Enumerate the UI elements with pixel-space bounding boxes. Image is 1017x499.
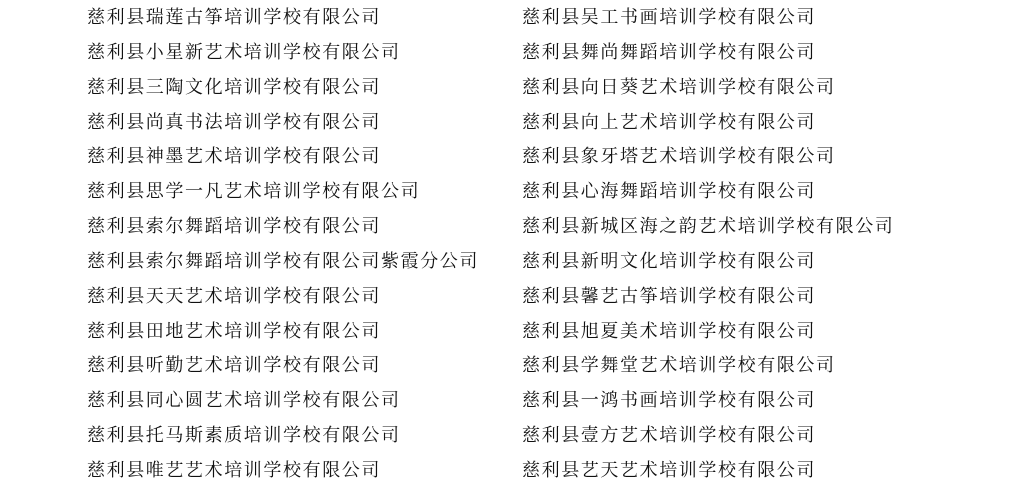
list-item: 慈利县新城区海之韵艺术培训学校有限公司: [522, 216, 895, 238]
list-item: 慈利县思学一凡艺术培训学校有限公司: [87, 181, 421, 203]
list-item: 慈利县心海舞蹈培训学校有限公司: [522, 181, 816, 203]
list-item: 慈利县学舞堂艺术培训学校有限公司: [522, 355, 836, 377]
list-item: 慈利县壹方艺术培训学校有限公司: [522, 425, 816, 447]
list-item: 慈利县神墨艺术培训学校有限公司: [87, 146, 381, 168]
list-item: 慈利县一鸿书画培训学校有限公司: [522, 390, 816, 412]
list-item: 慈利县天天艺术培训学校有限公司: [87, 285, 381, 307]
list-item: 慈利县托马斯素质培训学校有限公司: [87, 425, 401, 447]
list-item: 慈利县旭夏美术培训学校有限公司: [522, 320, 816, 342]
list-item: 慈利县艺天艺术培训学校有限公司: [522, 459, 816, 481]
list-item: 慈利县吴工书画培训学校有限公司: [522, 7, 816, 28]
list-item: 慈利县向上艺术培训学校有限公司: [522, 111, 816, 133]
right-company-list: [522, 0, 894, 489]
list-item: 慈利县同心圆艺术培训学校有限公司: [87, 390, 401, 412]
list-item: 慈利县唯艺艺术培训学校有限公司: [87, 459, 381, 481]
left-company-list: [87, 0, 479, 489]
list-item: 慈利县象牙塔艺术培训学校有限公司: [522, 146, 836, 168]
list-item: 慈利县向日葵艺术培训学校有限公司: [522, 76, 836, 98]
list-item: 慈利县索尔舞蹈培训学校有限公司: [87, 216, 381, 238]
list-item: 慈利县尚真书法培训学校有限公司: [87, 111, 381, 133]
list-item: 慈利县听勤艺术培训学校有限公司: [87, 355, 381, 377]
list-item: 慈利县三陶文化培训学校有限公司: [87, 76, 381, 98]
list-item: 慈利县舞尚舞蹈培训学校有限公司: [522, 41, 816, 63]
list-item: 慈利县新明文化培训学校有限公司: [522, 250, 816, 272]
list-item: 慈利县索尔舞蹈培训学校有限公司紫霞分公司: [87, 250, 479, 272]
list-item: 慈利县馨艺古筝培训学校有限公司: [522, 285, 816, 307]
list-item: 慈利县小星新艺术培训学校有限公司: [87, 41, 401, 63]
list-item: 慈利县瑞莲古筝培训学校有限公司: [87, 7, 381, 28]
list-item: 慈利县田地艺术培训学校有限公司: [87, 320, 381, 342]
